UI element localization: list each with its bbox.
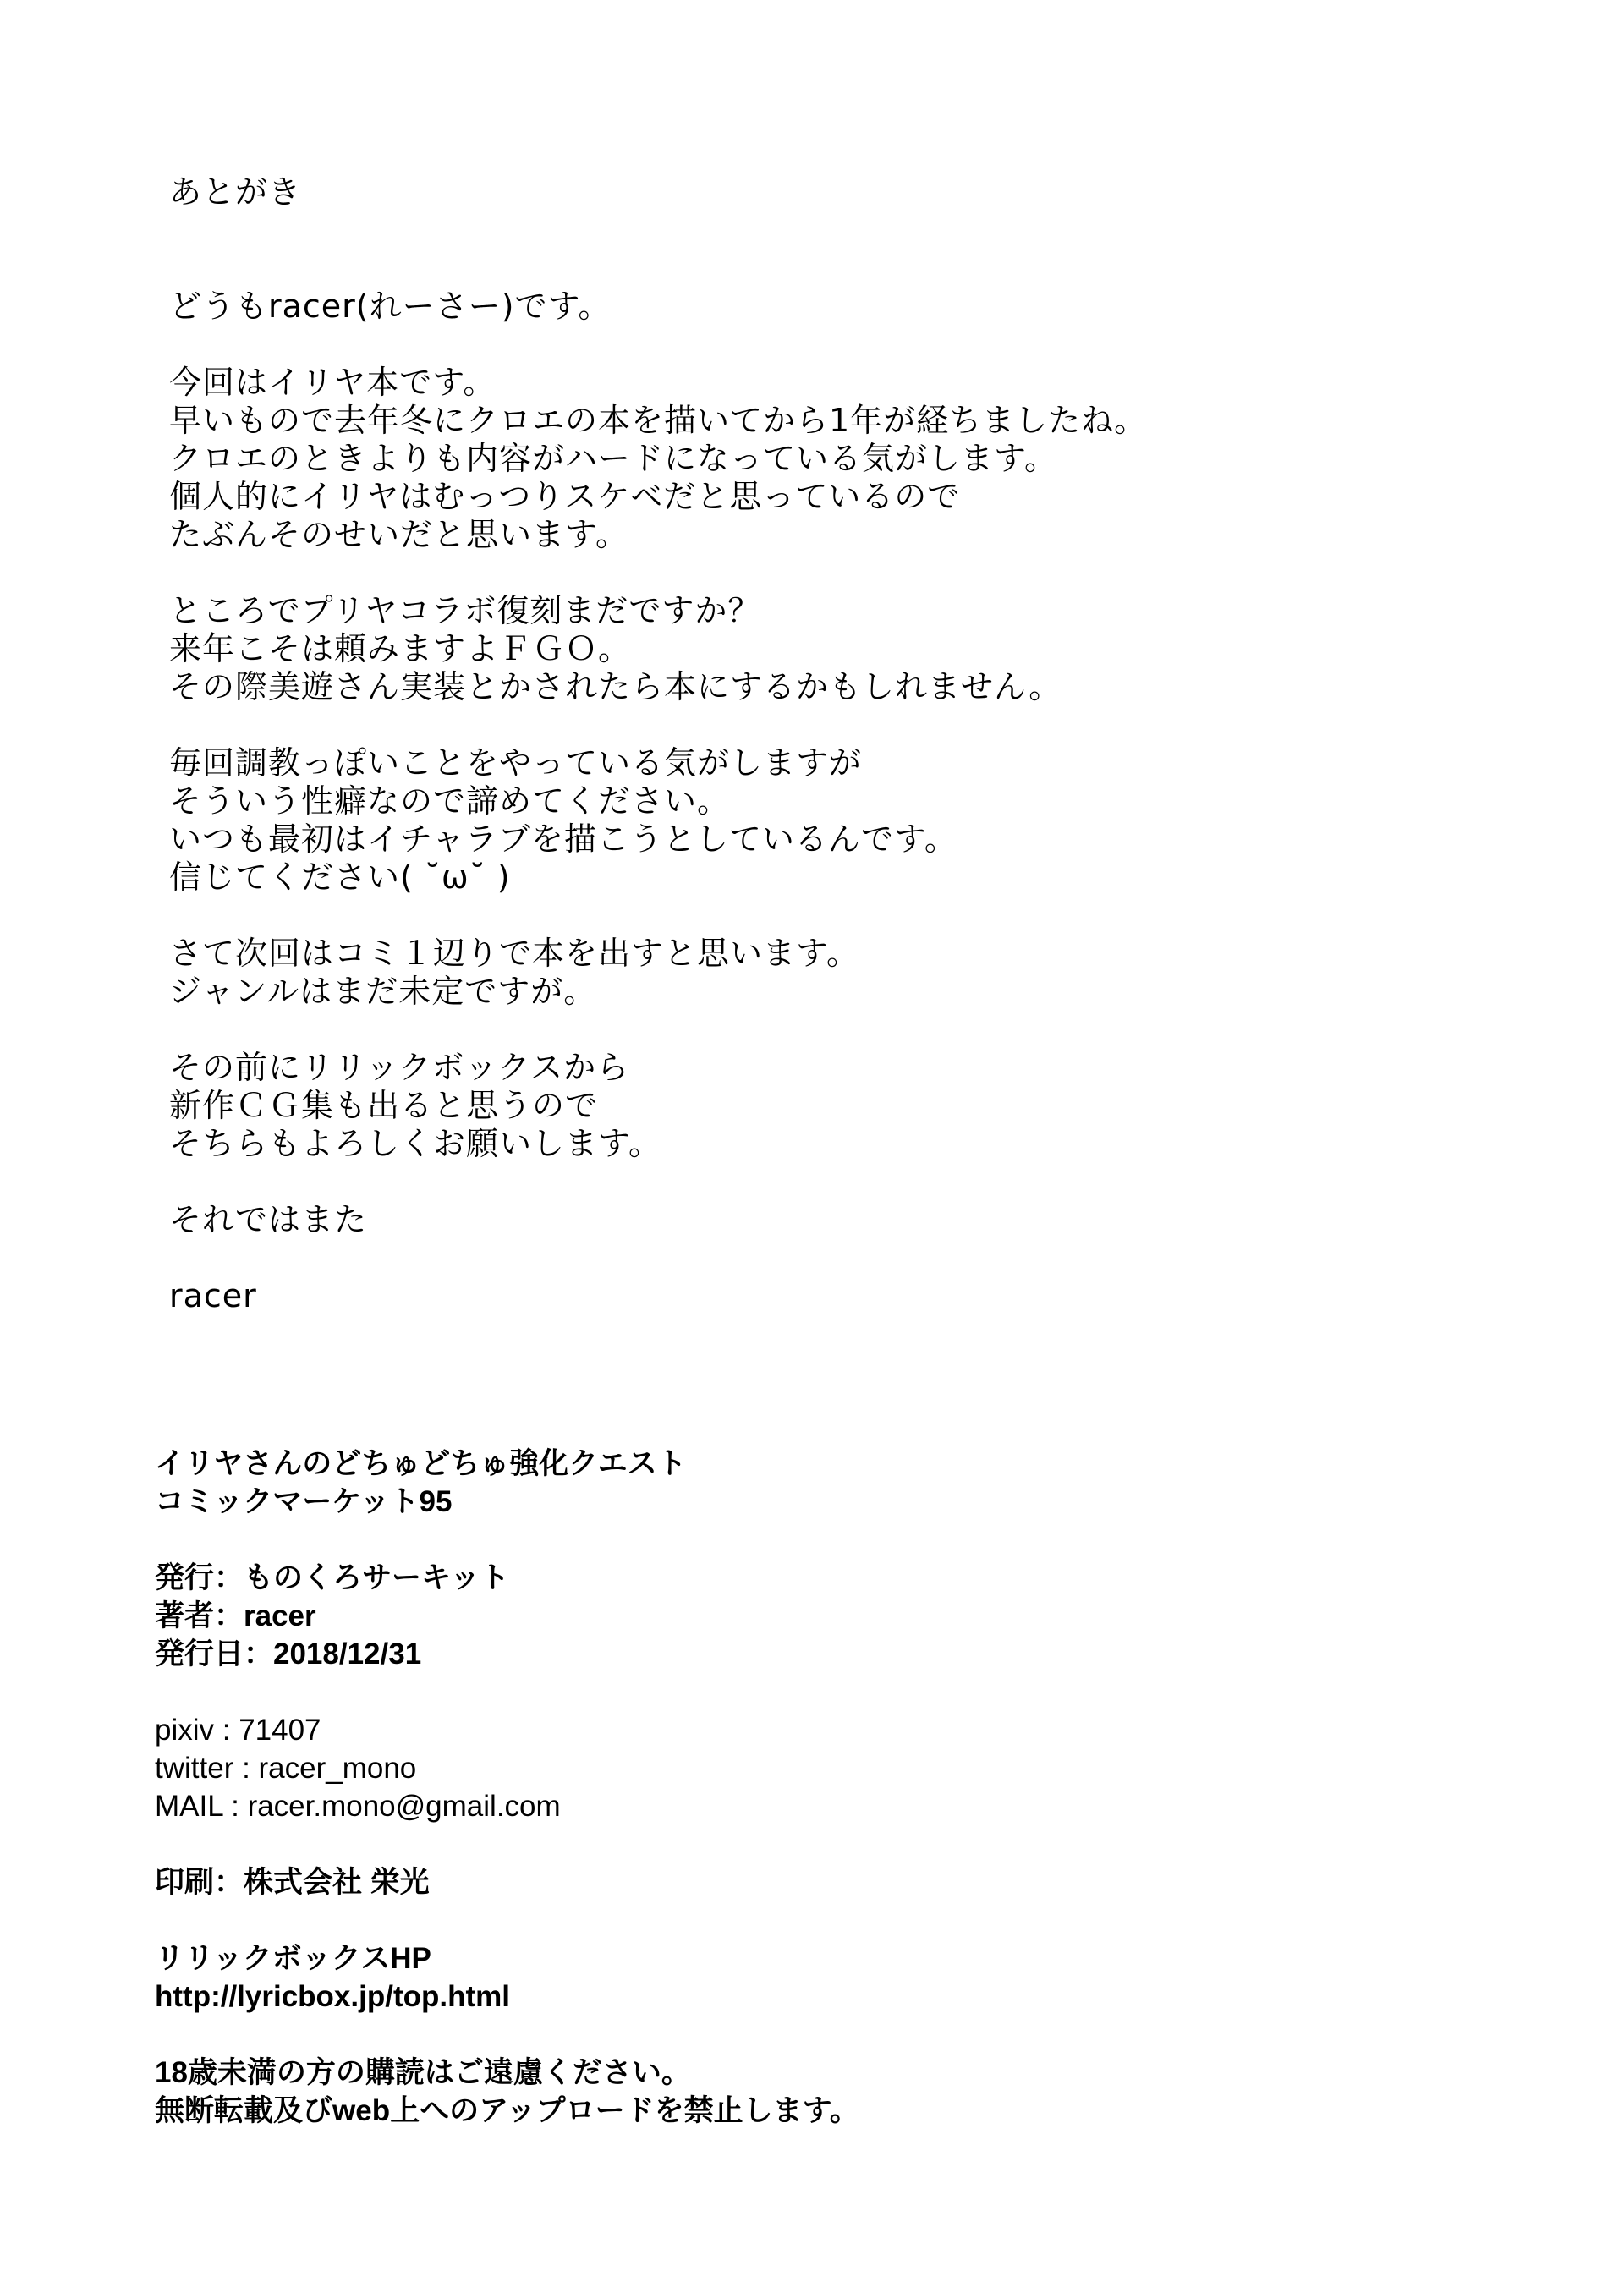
publish-date: 発行日：2018/12/31 [155,1637,422,1670]
colophon [155,1445,1424,2168]
author: 著者：racer [155,1599,316,1632]
afterword-line: さて次回はコミ１辺りで本を出すと思います。 [169,935,859,972]
afterword-line: ジャンルはまだ未定ですが。 [169,973,597,1010]
afterword-line: その前にリリックボックスから [169,1049,630,1086]
afterword-paragraph [169,935,1438,1011]
afterword-line: 個人的にイリヤはむっつりスケベだと思っているので [169,478,961,515]
mail-address: MAIL : racer.mono@gmail.com [155,1790,561,1823]
afterword-line: 来年こそは頼みますよＦＧＯ。 [169,630,632,667]
afterword-line: 早いもので去年冬にクロエの本を描いてから1年が経ちましたね。 [169,402,1148,439]
publisher: 発行：ものくろサーキット [155,1561,510,1594]
afterword-line: どうもracer(れーさー)です。 [169,288,612,325]
afterword-line: 新作ＣＧ集も出ると思うので [169,1087,599,1124]
afterword [169,173,1438,1315]
afterword-paragraph [169,592,1438,706]
colophon-printer-block [155,1863,1424,1901]
lyricbox-url: http://lyricbox.jp/top.html [155,1980,510,2013]
printer: 印刷：株式会社 栄光 [155,1866,430,1899]
afterword-heading: あとがき [169,173,302,211]
afterword-line: 信じてください( ˘ω˘ ) [169,859,511,896]
afterword-line: ところでプリヤコラボ復刻まだですか？ [169,592,761,629]
afterword-line: クロエのときよりも内容がハードになっている気がします。 [169,440,1057,477]
afterword-line: そちらもよろしくお願いします。 [169,1125,661,1162]
afterword-line: 今回はイリヤ本です。 [169,364,497,401]
afterword-line: それではまた [169,1201,368,1238]
upload-notice: 無断転載及びweb上へのアップロードを禁止します。 [155,2094,859,2127]
afterword-line: たぶんそのせいだと思います。 [169,516,628,553]
afterword-paragraph [169,364,1438,554]
afterword-signature: racer [169,1277,257,1314]
afterword-line: その際美遊さん実装とかされたら本にするかもしれません。 [169,668,1062,705]
event-name: コミックマーケット95 [155,1485,453,1518]
age-notice: 18歳未満の方の購読はご遠慮ください。 [155,2056,691,2089]
twitter-handle: twitter : racer_mono [155,1752,417,1785]
pixiv-id: pixiv : 71407 [155,1714,321,1747]
lyricbox-label: リリックボックスHP [155,1942,431,1975]
afterword-line: いつも最初はイチャラブを描こうとしているんです。 [169,820,957,858]
afterword-paragraph [169,1201,1438,1239]
colophon-publication-block [155,1559,1424,1673]
afterword-line: そういう性癖なので諦めてください。 [169,782,731,820]
colophon-lyricbox-block [155,1939,1424,2016]
colophon-contact-block [155,1711,1424,1825]
afterword-line: 毎回調教っぽいことをやっている気がしますが [169,744,863,782]
afterword-paragraph [169,1049,1438,1163]
afterword-paragraph [169,288,1438,326]
book-title: イリヤさんのどちゅどちゅ強化クエスト [155,1447,687,1480]
colophon-title-block [155,1445,1424,1521]
afterword-paragraph [169,744,1438,897]
colophon-notice-block [155,2054,1424,2130]
spacer [169,211,1438,288]
